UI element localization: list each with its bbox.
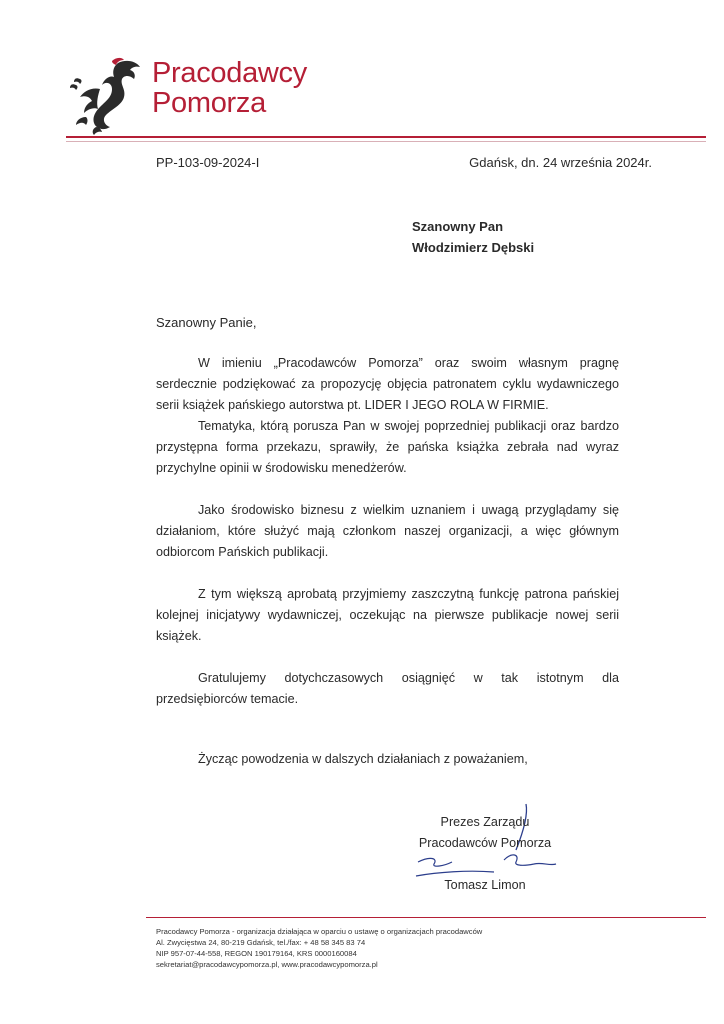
paragraph-3: Jako środowisko biznesu z wielkim uznaniem i uwagą przyglądamy się działaniom, które służyć mają członkom naszej organizacji, a więc głównym odbiorcom Pańskich publikacji.	[156, 503, 619, 559]
footer-line-1: Pracodawcy Pomorza - organizacja działająca w oparciu o ustawę o organizacjach pracodawców	[156, 927, 483, 936]
brand-line-2: Pomorza	[152, 87, 266, 119]
addressee-line-1: Szanowny Pan	[412, 219, 504, 234]
footer-line-4: sekretariat@pracodawcypomorza.pl, www.pracodawcypomorza.pl	[156, 960, 378, 969]
addressee-line-2: Włodzimierz Dębski	[412, 240, 535, 255]
header-rule-thin	[66, 141, 706, 142]
letter-body	[156, 353, 619, 710]
footer-rule	[146, 917, 706, 918]
paragraph-1: W imieniu „Pracodawców Pomorza” oraz swoim własnym pragnę serdecznie podziękować za propozycję objęcia patronatem cyklu wydawniczego serii książek pańskiego autorstwa pt. LIDER I JEGO ROLA W FIRMIE.	[156, 356, 619, 412]
header-rule	[66, 136, 706, 138]
footer	[156, 926, 482, 970]
place-date: Gdańsk, dn. 24 września 2024r.	[469, 155, 652, 170]
closing: Życząc powodzenia w dalszych działaniach z poważaniem,	[198, 752, 528, 766]
salutation: Szanowny Panie,	[156, 315, 257, 330]
letter-reference: PP-103-09-2024-I	[156, 155, 260, 170]
signatory-org: Pracodawców Pomorza	[418, 836, 552, 850]
griffin-logo-icon	[66, 55, 146, 135]
paragraph-4: Z tym większą aprobatą przyjmiemy zaszczytną funkcję patrona pańskiej kolejnej inicjatywy wydawniczej, oczekując na pierwsze publikacje nowej serii książek.	[156, 587, 619, 643]
footer-line-3: NIP 957-07-44-558, REGON 190179164, KRS 0000160084	[156, 949, 357, 958]
signatory-title: Prezes Zarządu	[440, 815, 530, 829]
signatory-name: Tomasz Limon	[444, 878, 526, 892]
footer-line-2: Al. Zwycięstwa 24, 80-219 Gdańsk, tel./fax: + 48 58 345 83 74	[156, 938, 366, 947]
paragraph-5: Gratulujemy dotychczasowych osiągnięć w tak istotnym dla przedsiębiorców temacie.	[156, 671, 619, 706]
addressee	[412, 216, 534, 258]
brand-line-1: Pracodawcy	[152, 57, 307, 89]
paragraph-2: Tematyka, którą porusza Pan w swojej poprzedniej publikacji oraz bardzo przystępna forma przekazu, sprawiły, że pańska książka zebrała nad wyraz przychylne opinii w środowisku menedżerów.	[156, 419, 619, 475]
brand-name	[152, 58, 307, 118]
signature-block	[400, 812, 570, 896]
